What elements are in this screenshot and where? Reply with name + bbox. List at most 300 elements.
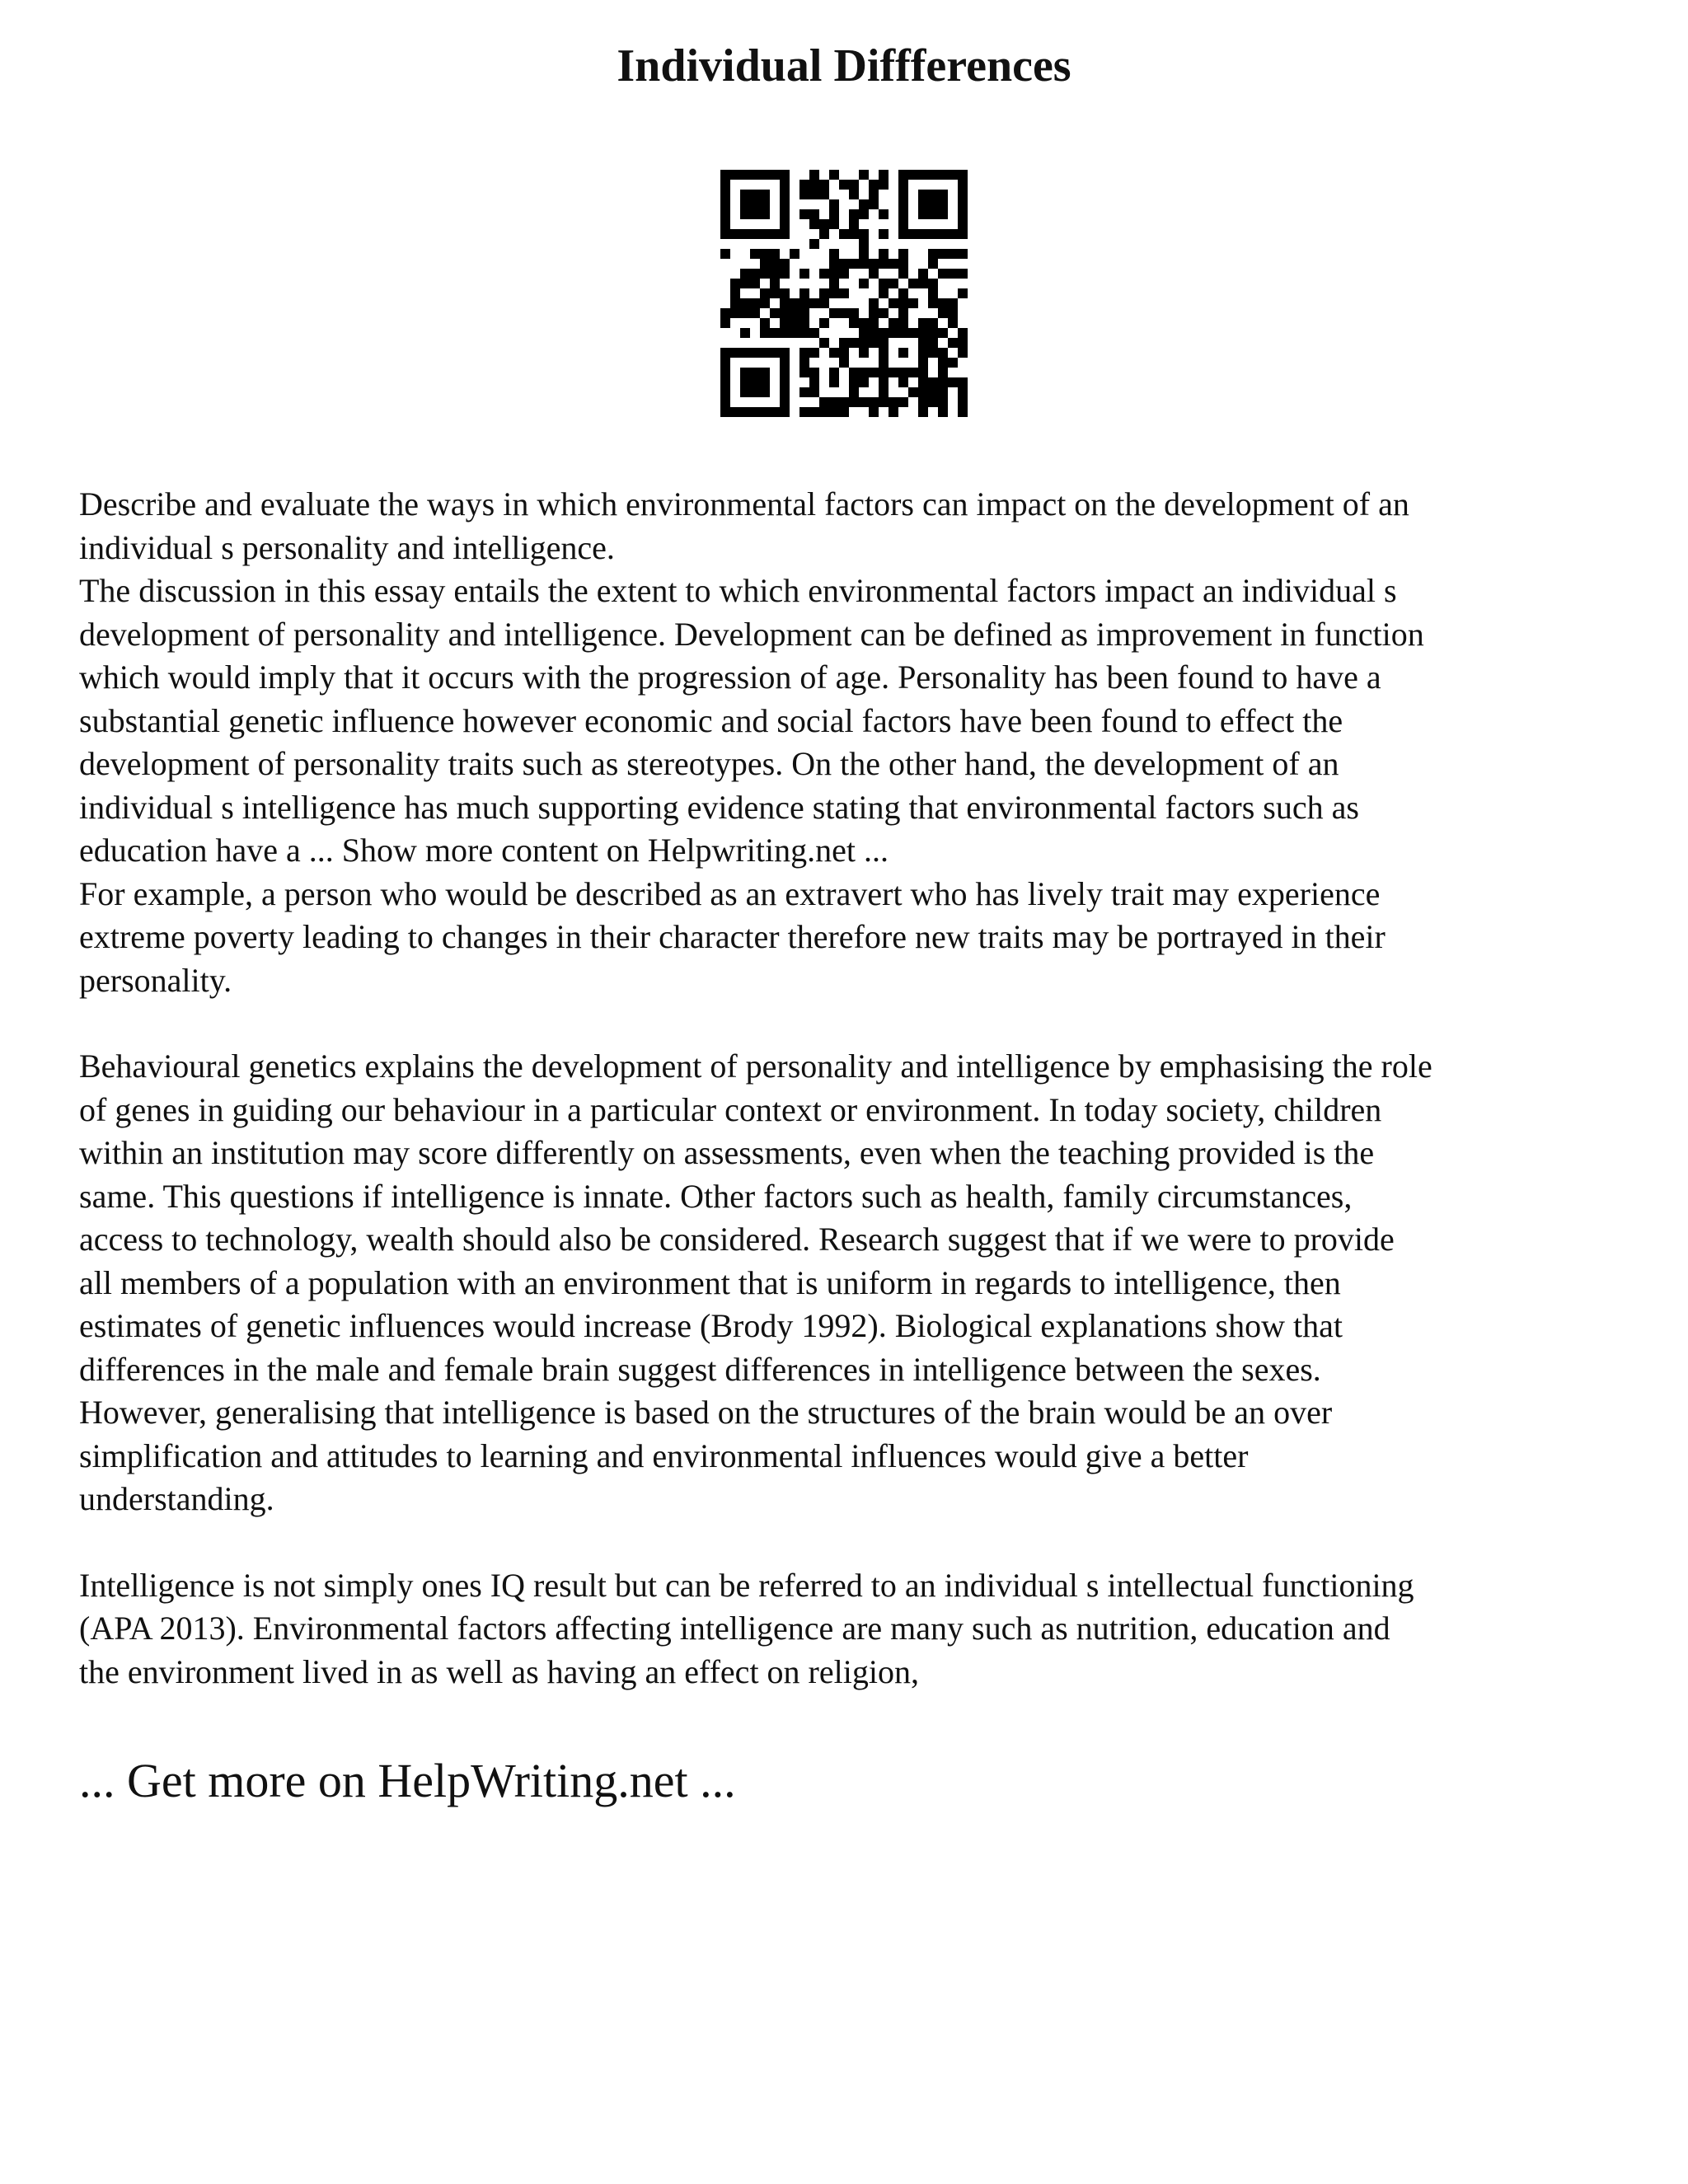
qr-module: [770, 249, 780, 259]
qr-module: [958, 170, 968, 180]
qr-module: [780, 377, 790, 387]
qr-module: [760, 199, 770, 209]
qr-module: [928, 229, 938, 239]
qr-module: [819, 288, 829, 298]
qr-module: [869, 407, 879, 417]
qr-module: [839, 180, 849, 190]
qr-module: [879, 180, 889, 190]
qr-module: [898, 249, 908, 259]
qr-module: [859, 229, 869, 239]
qr-module: [829, 377, 839, 387]
qr-module: [780, 269, 790, 279]
qr-module: [770, 229, 780, 239]
qr-module: [790, 249, 799, 259]
qr-module: [849, 368, 859, 377]
qr-module: [918, 377, 928, 387]
qr-module: [948, 249, 958, 259]
qr-module: [720, 377, 730, 387]
qr-module: [750, 229, 760, 239]
text-line: extreme poverty leading to changes in their character therefore new traits may be portrayed in their: [79, 918, 1386, 955]
qr-module: [928, 387, 938, 397]
qr-module: [928, 170, 938, 180]
paragraph-spacer: [79, 1002, 1645, 1045]
qr-module: [720, 219, 730, 229]
qr-module: [898, 308, 908, 318]
qr-module: [869, 328, 879, 338]
qr-module: [898, 368, 908, 377]
qr-module: [898, 269, 908, 279]
qr-module: [770, 328, 780, 338]
qr-module: [799, 348, 809, 358]
qr-module: [918, 397, 928, 407]
qr-module: [750, 407, 760, 417]
qr-module: [809, 170, 819, 180]
qr-module: [879, 377, 889, 387]
qr-module: [730, 407, 740, 417]
qr-module: [750, 279, 760, 288]
qr-module: [780, 368, 790, 377]
qr-module: [790, 328, 799, 338]
qr-module: [859, 259, 869, 269]
qr-module: [790, 318, 799, 328]
qr-module: [958, 387, 968, 397]
qr-module: [918, 279, 928, 288]
qr-module: [918, 269, 928, 279]
qr-module: [750, 190, 760, 199]
qr-module: [958, 407, 968, 417]
qr-module: [879, 358, 889, 368]
qr-module: [948, 377, 958, 387]
qr-module: [869, 269, 879, 279]
qr-module: [829, 348, 839, 358]
qr-module: [889, 328, 898, 338]
qr-module: [770, 288, 780, 298]
qr-module: [898, 259, 908, 269]
qr-code-icon: [720, 170, 968, 417]
qr-module: [908, 279, 918, 288]
qr-module: [780, 318, 790, 328]
qr-module: [879, 288, 889, 298]
qr-module: [928, 318, 938, 328]
text-line: individual s intelligence has much supporting evidence stating that environmental factors such as: [79, 788, 1359, 826]
paragraph-4: [79, 1564, 1645, 1694]
qr-module: [760, 377, 770, 387]
qr-module: [799, 209, 809, 219]
qr-module: [770, 308, 780, 318]
qr-module: [720, 229, 730, 239]
qr-module: [839, 348, 849, 358]
qr-module: [730, 308, 740, 318]
qr-module: [938, 209, 948, 219]
qr-module: [918, 170, 928, 180]
qr-module: [898, 180, 908, 190]
qr-module: [750, 387, 760, 397]
qr-module: [750, 199, 760, 209]
qr-module: [879, 259, 889, 269]
essay-body: [79, 483, 1645, 1694]
qr-module: [859, 249, 869, 259]
qr-module: [849, 229, 859, 239]
qr-module: [948, 338, 958, 348]
text-line: Describe and evaluate the ways in which environmental factors can impact on the development of an: [79, 485, 1409, 523]
qr-module: [879, 279, 889, 288]
qr-module: [829, 170, 839, 180]
qr-module: [760, 407, 770, 417]
text-line: differences in the male and female brain suggest differences in intelligence between the sexes.: [79, 1350, 1321, 1388]
qr-module: [849, 318, 859, 328]
qr-module: [780, 387, 790, 397]
qr-module: [819, 190, 829, 199]
qr-module: [918, 387, 928, 397]
qr-module: [938, 229, 948, 239]
qr-module: [879, 229, 889, 239]
qr-module: [809, 368, 819, 377]
qr-module: [938, 269, 948, 279]
text-line: For example, a person who would be described as an extravert who has lively trait may experience: [79, 874, 1381, 912]
qr-module: [750, 249, 760, 259]
qr-module: [780, 288, 790, 298]
qr-module: [889, 279, 898, 288]
qr-module: [889, 407, 898, 417]
qr-module: [889, 318, 898, 328]
text-line: personality.: [79, 961, 232, 999]
qr-module: [908, 328, 918, 338]
qr-module: [849, 190, 859, 199]
qr-module: [889, 368, 898, 377]
qr-module: [809, 328, 819, 338]
text-line: understanding.: [79, 1480, 274, 1517]
qr-module: [869, 338, 879, 348]
qr-module: [938, 377, 948, 387]
qr-module: [938, 358, 948, 368]
qr-module: [928, 397, 938, 407]
text-line: development of personality traits such as stereotypes. On the other hand, the development of an: [79, 745, 1339, 782]
qr-module: [898, 328, 908, 338]
qr-module: [720, 180, 730, 190]
qr-module: [829, 269, 839, 279]
qr-module: [780, 348, 790, 358]
qr-module: [780, 190, 790, 199]
qr-module: [760, 170, 770, 180]
qr-module: [760, 288, 770, 298]
qr-module: [849, 209, 859, 219]
qr-module: [849, 397, 859, 407]
qr-module: [908, 387, 918, 397]
qr-module: [859, 239, 869, 249]
qr-module: [958, 209, 968, 219]
text-line: However, generalising that intelligence is based on the structures of the brain would be an over: [79, 1394, 1333, 1431]
qr-code-graphic: [720, 170, 968, 417]
qr-module: [809, 239, 819, 249]
qr-module: [958, 199, 968, 209]
qr-module: [958, 338, 968, 348]
qr-module: [958, 288, 968, 298]
qr-module: [849, 259, 859, 269]
qr-module: [740, 170, 750, 180]
qr-module: [760, 328, 770, 338]
text-line: (APA 2013). Environmental factors affecting intelligence are many such as nutrition, education and: [79, 1610, 1390, 1647]
qr-module: [869, 180, 879, 190]
qr-module: [839, 407, 849, 417]
qr-module: [819, 229, 829, 239]
qr-module: [958, 328, 968, 338]
qr-module: [898, 170, 908, 180]
qr-module: [859, 338, 869, 348]
qr-module: [720, 209, 730, 219]
qr-module: [780, 259, 790, 269]
qr-module: [780, 219, 790, 229]
qr-module: [740, 298, 750, 308]
qr-module: [760, 387, 770, 397]
qr-module: [799, 407, 809, 417]
get-more-link[interactable]: ... Get more on HelpWriting.net ...: [79, 1754, 736, 1807]
qr-module: [898, 219, 908, 229]
qr-module: [760, 348, 770, 358]
qr-module: [918, 199, 928, 209]
qr-module: [799, 269, 809, 279]
qr-module: [720, 407, 730, 417]
qr-module: [889, 298, 898, 308]
qr-module: [898, 348, 908, 358]
qr-module: [839, 338, 849, 348]
qr-module: [809, 348, 819, 358]
qr-module: [918, 190, 928, 199]
qr-module: [958, 219, 968, 229]
qr-module: [938, 407, 948, 417]
qr-module: [849, 219, 859, 229]
qr-module: [750, 269, 760, 279]
qr-module: [938, 249, 948, 259]
qr-module: [918, 407, 928, 417]
qr-module: [790, 298, 799, 308]
qr-module: [730, 298, 740, 308]
qr-module: [958, 249, 968, 259]
qr-module: [799, 298, 809, 308]
qr-module: [819, 397, 829, 407]
qr-module: [829, 368, 839, 377]
qr-module: [819, 407, 829, 417]
paragraph-1: [79, 569, 1645, 873]
qr-module: [780, 180, 790, 190]
qr-module: [780, 328, 790, 338]
qr-module: [839, 229, 849, 239]
qr-module: [720, 199, 730, 209]
qr-module: [799, 190, 809, 199]
qr-module: [879, 338, 889, 348]
qr-module: [908, 368, 918, 377]
paragraph-2: [79, 873, 1645, 1003]
qr-module: [859, 348, 869, 358]
qr-module: [809, 377, 819, 387]
qr-module: [958, 190, 968, 199]
qr-module: [948, 298, 958, 308]
qr-module: [839, 397, 849, 407]
qr-module: [760, 298, 770, 308]
qr-module: [760, 190, 770, 199]
qr-module: [750, 298, 760, 308]
qr-module: [760, 249, 770, 259]
qr-module: [928, 298, 938, 308]
qr-module: [928, 249, 938, 259]
qr-module: [839, 269, 849, 279]
qr-module: [819, 338, 829, 348]
qr-module: [928, 338, 938, 348]
qr-module: [849, 338, 859, 348]
qr-module: [849, 377, 859, 387]
qr-module: [918, 338, 928, 348]
qr-module: [720, 308, 730, 318]
qr-module: [809, 190, 819, 199]
qr-module: [770, 279, 780, 288]
qr-module: [869, 190, 879, 199]
qr-module: [720, 368, 730, 377]
qr-module: [780, 229, 790, 239]
qr-module: [859, 279, 869, 288]
qr-module: [869, 259, 879, 269]
qr-module: [780, 397, 790, 407]
qr-module: [809, 298, 819, 308]
qr-module: [859, 328, 869, 338]
qr-module: [750, 377, 760, 387]
qr-module: [879, 387, 889, 397]
qr-module: [799, 180, 809, 190]
text-line: substantial genetic influence however economic and social factors have been found to effect the: [79, 701, 1343, 739]
qr-module: [829, 199, 839, 209]
qr-module: [869, 199, 879, 209]
qr-module: [799, 387, 809, 397]
qr-module: [730, 279, 740, 288]
qr-module: [740, 348, 750, 358]
qr-module: [730, 288, 740, 298]
qr-module: [760, 318, 770, 328]
qr-module: [898, 190, 908, 199]
qr-module: [938, 387, 948, 397]
qr-module: [720, 249, 730, 259]
qr-module: [740, 308, 750, 318]
qr-module: [720, 387, 730, 397]
qr-module: [760, 259, 770, 269]
qr-module: [780, 308, 790, 318]
qr-module: [938, 199, 948, 209]
qr-module: [780, 199, 790, 209]
text-line: same. This questions if intelligence is innate. Other factors such as health, family circumstances,: [79, 1177, 1353, 1215]
qr-module: [740, 377, 750, 387]
qr-module: [839, 288, 849, 298]
qr-module: [809, 407, 819, 417]
qr-module: [859, 209, 869, 219]
qr-module: [898, 377, 908, 387]
qr-module: [829, 259, 839, 269]
qr-module: [948, 269, 958, 279]
text-line: access to technology, wealth should also be considered. Research suggest that if we were to provide: [79, 1221, 1395, 1258]
qr-module: [859, 199, 869, 209]
qr-module: [839, 358, 849, 368]
qr-module: [770, 269, 780, 279]
qr-module: [780, 298, 790, 308]
qr-module: [849, 180, 859, 190]
qr-module: [928, 377, 938, 387]
qr-module: [799, 328, 809, 338]
qr-module: [938, 397, 948, 407]
qr-module: [869, 308, 879, 318]
qr-module: [829, 279, 839, 288]
qr-module: [918, 209, 928, 219]
qr-module: [889, 259, 898, 269]
qr-module: [839, 259, 849, 269]
qr-module: [849, 387, 859, 397]
qr-module: [898, 209, 908, 219]
qr-module: [740, 387, 750, 397]
qr-module: [760, 269, 770, 279]
qr-module: [918, 368, 928, 377]
qr-module: [869, 298, 879, 308]
qr-module: [770, 170, 780, 180]
qr-module: [730, 170, 740, 180]
qr-module: [879, 209, 889, 219]
qr-module: [740, 269, 750, 279]
qr-module: [740, 229, 750, 239]
qr-module: [958, 397, 968, 407]
qr-module: [938, 190, 948, 199]
qr-module: [829, 308, 839, 318]
qr-module: [918, 229, 928, 239]
qr-module: [819, 180, 829, 190]
text-line: development of personality and intelligence. Development can be defined as improvement in function: [79, 615, 1424, 653]
qr-module: [750, 170, 760, 180]
qr-module: [809, 387, 819, 397]
qr-module: [898, 397, 908, 407]
qr-module: [879, 249, 889, 259]
qr-module: [849, 308, 859, 318]
qr-module: [859, 397, 869, 407]
qr-module: [918, 348, 928, 358]
qr-module: [928, 288, 938, 298]
qr-module: [740, 199, 750, 209]
text-line: simplification and attitudes to learning and environmental influences would give a better: [79, 1436, 1249, 1474]
qr-module: [869, 368, 879, 377]
text-line: the environment lived in as well as having an effect on religion,: [79, 1652, 919, 1690]
qr-module: [958, 180, 968, 190]
qr-module: [730, 348, 740, 358]
qr-module: [859, 170, 869, 180]
text-line: within an institution may score differently on assessments, even when the teaching provided is the: [79, 1134, 1375, 1171]
qr-module: [898, 298, 908, 308]
qr-module: [799, 368, 809, 377]
qr-module: [869, 318, 879, 328]
qr-module: [829, 407, 839, 417]
qr-module: [879, 328, 889, 338]
qr-module: [958, 348, 968, 358]
qr-module: [898, 229, 908, 239]
qr-module: [898, 288, 908, 298]
intro-paragraph: [79, 483, 1645, 569]
qr-module: [750, 209, 760, 219]
text-line: all members of a population with an environment that is uniform in regards to intelligence, then: [79, 1263, 1341, 1301]
qr-module: [809, 209, 819, 219]
qr-module: [750, 308, 760, 318]
qr-module: [799, 288, 809, 298]
qr-module: [859, 377, 869, 387]
qr-module: [938, 368, 948, 377]
qr-module: [770, 407, 780, 417]
text-line: The discussion in this essay entails the extent to which environmental factors impact an individual s: [79, 572, 1397, 609]
qr-module: [918, 318, 928, 328]
qr-module: [928, 279, 938, 288]
qr-module: [819, 219, 829, 229]
qr-module: [958, 229, 968, 239]
qr-module: [898, 199, 908, 209]
qr-module: [760, 229, 770, 239]
